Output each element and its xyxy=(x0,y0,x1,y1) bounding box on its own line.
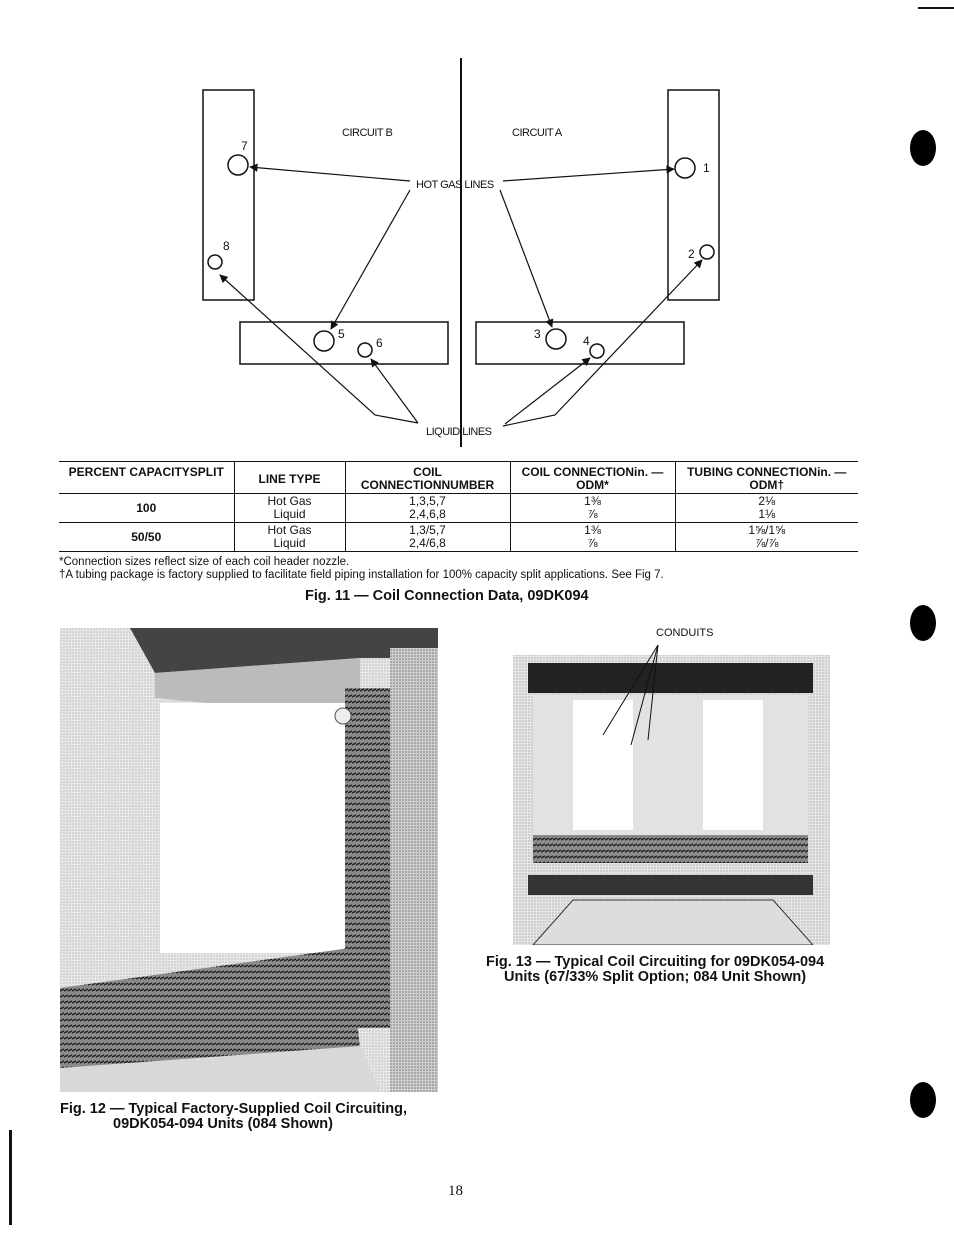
fig12-caption-line2: 09DK054-094 Units (084 Shown) xyxy=(113,1116,333,1132)
fig13-caption-line2: Units (67/33% Split Option; 084 Unit Shown) xyxy=(504,969,807,985)
label-hot-gas-lines: HOT GAS LINES xyxy=(416,179,494,191)
label-circuit-a: CIRCUIT A xyxy=(512,127,562,139)
connection-8 xyxy=(208,255,222,269)
label-5: 5 xyxy=(338,327,345,341)
fig13-photo xyxy=(513,645,830,945)
connection-2 xyxy=(700,245,714,259)
header-coil-size: COIL CONNECTIONin. — ODM* xyxy=(510,462,675,494)
connection-5 xyxy=(314,331,334,351)
fig11-caption: Fig. 11 — Coil Connection Data, 09DK094 xyxy=(305,588,589,604)
label-conduits: CONDUITS xyxy=(656,627,714,639)
connection-7 xyxy=(228,155,248,175)
binder-hole xyxy=(910,1082,936,1118)
table-row: 100 Hot Gas Liquid 1,3,5,7 2,4,6,8 1⅜ ⅞ 2⅛ 1⅛ xyxy=(59,494,858,523)
label-liquid-lines: LIQUID LINES xyxy=(426,426,492,438)
connection-3 xyxy=(546,329,566,349)
connection-1 xyxy=(675,158,695,178)
label-circuit-b: CIRCUIT B xyxy=(342,127,393,139)
coil-connection-diagram xyxy=(0,0,954,460)
label-1: 1 xyxy=(703,161,710,175)
page-number: 18 xyxy=(448,1183,463,1199)
footnote-tubing-package: †A tubing package is factory supplied to facilitate field piping installation for 100% capacity split applications. See Fig 7. xyxy=(59,569,664,581)
fig12-photo xyxy=(60,628,438,1092)
footnote-connection-sizes: *Connection sizes reflect size of each coil header nozzle. xyxy=(59,556,350,568)
scan-mark xyxy=(918,7,954,9)
label-6: 6 xyxy=(376,336,383,350)
coil-right-horizontal xyxy=(476,322,684,364)
label-4: 4 xyxy=(583,334,590,348)
header-line-type: LINE TYPE xyxy=(234,462,345,494)
fig12-caption-line1: Fig. 12 — Typical Factory-Supplied Coil Circuiting, xyxy=(60,1101,407,1117)
binder-hole xyxy=(910,605,936,641)
fig13-caption-line1: Fig. 13 — Typical Coil Circuiting for 09DK054-094 xyxy=(486,954,825,970)
table-row: 50/50 Hot Gas Liquid 1,3/5,7 2,4/6,8 1⅜ ⅞ 1⅝/1⅝ ⅞/⅞ xyxy=(59,523,858,552)
header-coil-number: COIL CONNECTIONNUMBER xyxy=(345,462,510,494)
label-7: 7 xyxy=(241,139,248,153)
connection-6 xyxy=(358,343,372,357)
label-3: 3 xyxy=(534,327,541,341)
header-tubing-size: TUBING CONNECTIONin. — ODM† xyxy=(675,462,858,494)
binder-hole xyxy=(910,130,936,166)
coil-left-vertical xyxy=(203,90,254,300)
label-8: 8 xyxy=(223,239,230,253)
header-percent-capacity: PERCENT CAPACITYSPLIT xyxy=(59,462,234,494)
label-2: 2 xyxy=(688,247,695,261)
connection-4 xyxy=(590,344,604,358)
scan-edge xyxy=(9,1130,12,1225)
coil-connection-table xyxy=(59,461,858,552)
